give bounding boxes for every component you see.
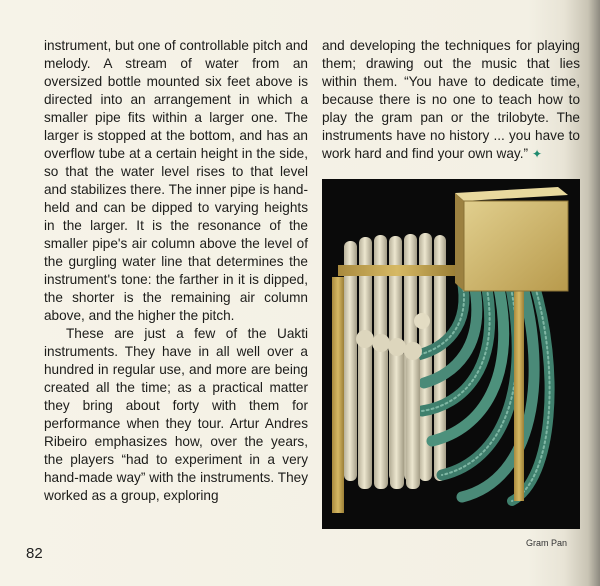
left-text-column (44, 37, 308, 505)
water-box (455, 187, 568, 291)
gram-pan-photo (322, 179, 580, 529)
end-of-article-mark: ✦ (532, 147, 543, 161)
left-paragraph-2: These are just a few of the Uakti instruments. They have in all well over a hundred in regular use, and more are being created all the time; as a practical matter they bring about forty with them for performance when they tour. Artur Andres Ribeiro emphasizes how, over the years, the players “had to experiment in a very hand-made way” with the instruments. They worked as a group, exploring (44, 326, 308, 503)
gram-pan-instrument-illustration (322, 179, 580, 529)
right-paragraph (322, 37, 580, 163)
left-paragraph-1: instrument, but one of controllable pitch and melody. A stream of water from an oversized bottle mounted six feet above is directed into an arrangement in which a smaller pipe fits within a larger one. The larger is stopped at the bottom, and has an overflow tube at a certain height in the side, so that the water level rises to that level and stabilizes there. The inner pipe is hand-held and can be dipped to varying heights in the larger. It is the resonance of the smaller pipe's air column above the level of the gurgling water line that determines the instrument's tone: the farther in it is dipped, the shorter is the remaining air column above, and the higher the pitch. (44, 38, 308, 323)
left-post (332, 277, 344, 513)
wood-rail (338, 265, 456, 276)
right-paragraph-text: and developing the techniques for playing them; drawing out the music that lies within them. “You have to dedicate time, because there is no one to teach how to play the gram pan or the trilobyte. The instruments have no history ... you have to work hard and find your own way.” (322, 38, 580, 161)
photo-caption: Gram Pan (525, 538, 567, 548)
right-text-column (322, 37, 580, 163)
page-number: 82 (26, 545, 43, 562)
